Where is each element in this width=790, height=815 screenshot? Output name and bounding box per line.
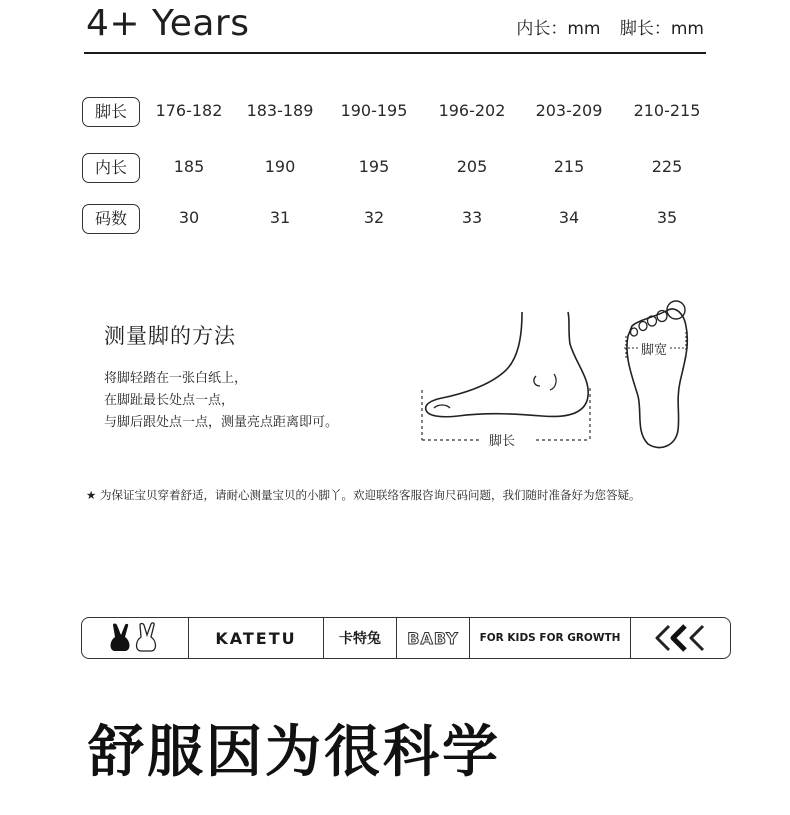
brand-logo: KATETU <box>215 628 297 648</box>
size-cell: 225 <box>651 157 683 176</box>
brand-logo-segment <box>189 618 324 658</box>
size-cell: 31 <box>269 208 291 227</box>
foot-side-illustration-icon <box>418 308 598 450</box>
row-label: 脚长 <box>82 97 140 127</box>
foot-sole-illustration-icon <box>618 296 694 450</box>
foot-width-label: 脚宽 <box>640 339 668 358</box>
size-row-inner-length <box>82 153 722 187</box>
brand-cn-segment <box>324 618 397 658</box>
rabbit-pair-icon <box>107 621 163 655</box>
measure-step: 将脚轻踏在一张白纸上， <box>104 371 248 386</box>
unit-foot-length: 脚长：mm <box>619 19 704 39</box>
size-cell: 190-195 <box>340 101 408 120</box>
size-cell: 185 <box>173 157 205 176</box>
page-title: 4+ Years <box>86 3 250 44</box>
unit-inner-length: 内长：mm <box>516 19 601 39</box>
size-cell: 32 <box>363 208 385 227</box>
size-cell: 34 <box>558 208 580 227</box>
size-cell: 30 <box>178 208 200 227</box>
brand-slogan-segment <box>470 618 631 658</box>
size-cell: 35 <box>656 208 678 227</box>
unit-legend <box>516 14 704 39</box>
size-cell: 210-215 <box>633 101 701 120</box>
header-divider <box>84 52 706 54</box>
care-note: ★ 为保证宝贝穿着舒适，请耐心测量宝贝的小脚丫。欢迎联络客服咨询尺码问题，我们随时准备好为您答疑。 <box>86 488 641 502</box>
measure-step: 在脚趾最长处点一点， <box>104 393 235 408</box>
size-cell: 196-202 <box>438 101 506 120</box>
brand-slogan: FOR KIDS FOR GROWTH <box>479 632 621 644</box>
brand-baby-segment <box>397 618 470 658</box>
size-cell: 190 <box>264 157 296 176</box>
brand-chevron-segment <box>631 618 730 658</box>
size-cell: 183-189 <box>246 101 314 120</box>
size-cell: 33 <box>461 208 483 227</box>
size-cell: 176-182 <box>155 101 223 120</box>
foot-length-label: 脚长 <box>489 434 516 449</box>
brand-mascot-segment <box>82 618 189 658</box>
measure-title: 测量脚的方法 <box>104 324 236 348</box>
brand-bar <box>81 617 731 659</box>
size-row-foot-length <box>82 97 722 131</box>
size-row-shoe-size <box>82 204 722 238</box>
size-cell: 215 <box>553 157 585 176</box>
row-label: 码数 <box>82 204 140 234</box>
brand-baby-label: BABY <box>407 628 459 648</box>
triple-chevron-icon <box>653 623 709 653</box>
brand-chinese-name: 卡特兔 <box>339 631 381 647</box>
row-label: 内长 <box>82 153 140 183</box>
measure-step: 与脚后跟处点一点，测量亮点距离即可。 <box>104 415 339 430</box>
size-cell: 195 <box>358 157 390 176</box>
size-cell: 205 <box>456 157 488 176</box>
size-cell: 203-209 <box>535 101 603 120</box>
headline: 舒服因为很科学 <box>88 720 501 785</box>
